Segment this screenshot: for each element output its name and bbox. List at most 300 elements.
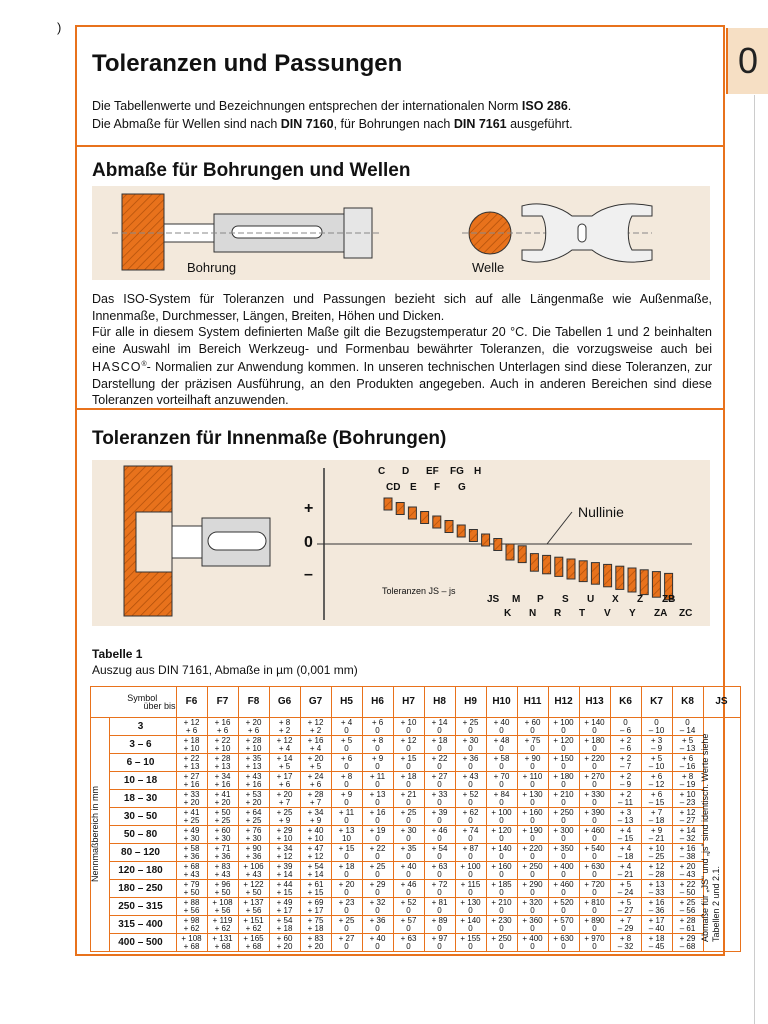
value-cell xyxy=(331,898,362,916)
value-cell xyxy=(207,826,238,844)
tolerance-letter: V xyxy=(604,608,611,619)
value-cell xyxy=(486,934,517,952)
lower-deviation: 0 xyxy=(561,905,566,915)
upper-deviation: + 350 xyxy=(553,843,574,853)
tolerance-letter: K xyxy=(504,608,512,619)
minus-sign: – xyxy=(304,566,313,583)
column-header: F8 xyxy=(238,687,269,718)
tolerance-zone-bar xyxy=(433,516,441,528)
lower-deviation: 0 xyxy=(344,887,349,897)
upper-deviation: + 30 xyxy=(400,825,417,835)
value-cell xyxy=(455,862,486,880)
lower-deviation: 0 xyxy=(468,887,473,897)
intro-line1-text: Die Tabellenwerte und Bezeichnungen entsprechen der internationalen Norm xyxy=(92,99,522,113)
value-cell xyxy=(362,934,393,952)
lower-deviation: – 36 xyxy=(648,905,665,915)
lower-deviation: 0 xyxy=(344,851,349,861)
upper-deviation: + 890 xyxy=(584,915,605,925)
lower-deviation: 0 xyxy=(468,833,473,843)
value-cell xyxy=(579,826,610,844)
lower-deviation: 0 xyxy=(468,869,473,879)
lower-deviation: + 10 xyxy=(276,833,293,843)
intro-line2-mid: , für Bohrungen nach xyxy=(333,117,454,131)
value-cell xyxy=(300,916,331,934)
upper-deviation: + 83 xyxy=(214,861,231,871)
value-cell xyxy=(300,826,331,844)
value-cell xyxy=(269,862,300,880)
upper-deviation: + 140 xyxy=(460,915,481,925)
value-cell xyxy=(207,772,238,790)
upper-deviation: + 44 xyxy=(276,879,293,889)
lower-deviation: – 68 xyxy=(679,941,696,951)
intro-text xyxy=(92,97,712,133)
upper-deviation: + 28 xyxy=(245,735,262,745)
tolerance-zone-bar xyxy=(579,561,587,582)
value-cell xyxy=(517,898,548,916)
upper-deviation: + 90 xyxy=(524,753,541,763)
lower-deviation: 0 xyxy=(592,851,597,861)
pin xyxy=(172,526,202,558)
value-cell xyxy=(517,772,548,790)
upper-deviation: + 17 xyxy=(648,915,665,925)
column-header: H6 xyxy=(362,687,393,718)
value-cell xyxy=(517,844,548,862)
value-cell xyxy=(517,808,548,826)
lower-deviation: 0 xyxy=(375,725,380,735)
upper-deviation: + 52 xyxy=(400,897,417,907)
upper-deviation: + 96 xyxy=(214,879,231,889)
tolerance-letter: X xyxy=(612,594,619,605)
upper-deviation: + 69 xyxy=(307,897,324,907)
upper-deviation: + 29 xyxy=(679,933,696,943)
column-header: K8 xyxy=(672,687,703,718)
upper-deviation: + 6 xyxy=(371,717,384,727)
value-cell xyxy=(455,916,486,934)
tolerance-letter: ZA xyxy=(654,608,668,619)
lower-deviation: 0 xyxy=(561,779,566,789)
upper-deviation: + 270 xyxy=(584,771,605,781)
upper-deviation: + 36 xyxy=(369,915,386,925)
column-header: H7 xyxy=(393,687,424,718)
upper-deviation: + 10 xyxy=(679,789,696,799)
upper-deviation: + 22 xyxy=(214,735,231,745)
value-cell xyxy=(517,736,548,754)
tolerance-letter: M xyxy=(512,594,521,605)
upper-deviation: + 160 xyxy=(522,807,543,817)
value-cell xyxy=(176,862,207,880)
upper-deviation: + 54 xyxy=(276,915,293,925)
tolerance-zone-bar xyxy=(469,530,477,542)
upper-deviation: + 115 xyxy=(460,879,481,889)
tolerance-letter: E xyxy=(410,482,417,493)
page-title: Toleranzen und Passungen xyxy=(92,50,403,77)
range-cell: 315 – 400 xyxy=(109,916,176,934)
lower-deviation: + 17 xyxy=(307,905,324,915)
column-header: JS xyxy=(703,687,740,718)
lower-deviation: 0 xyxy=(468,905,473,915)
upper-deviation: + 300 xyxy=(553,825,574,835)
tolerance-letter: S xyxy=(562,594,569,605)
lower-deviation: + 10 xyxy=(307,833,324,843)
upper-deviation: + 180 xyxy=(584,735,605,745)
upper-deviation: + 68 xyxy=(183,861,200,871)
column-header: H9 xyxy=(455,687,486,718)
tolerance-zone-bar xyxy=(555,557,563,576)
lower-deviation: 10 xyxy=(342,833,351,843)
lower-deviation: + 20 xyxy=(214,797,231,807)
upper-deviation: + 8 xyxy=(278,717,291,727)
column-header: H13 xyxy=(579,687,610,718)
lower-deviation: 0 xyxy=(499,761,504,771)
upper-deviation: + 25 xyxy=(276,807,293,817)
value-cell xyxy=(455,808,486,826)
lower-deviation: 0 xyxy=(561,815,566,825)
value-cell xyxy=(424,772,455,790)
upper-deviation: + 54 xyxy=(307,861,324,871)
lower-deviation: 0 xyxy=(561,833,566,843)
lower-deviation: – 61 xyxy=(679,923,696,933)
lower-deviation: + 6 xyxy=(185,725,198,735)
value-cell xyxy=(424,736,455,754)
nullinie-label: Nullinie xyxy=(578,504,624,520)
lower-deviation: 0 xyxy=(499,923,504,933)
upper-deviation: + 54 xyxy=(431,843,448,853)
upper-deviation: + 108 xyxy=(181,933,202,943)
lower-deviation: + 43 xyxy=(245,869,262,879)
lower-deviation: + 43 xyxy=(214,869,231,879)
lower-deviation: + 30 xyxy=(245,833,262,843)
lower-deviation: + 7 xyxy=(309,797,322,807)
value-cell xyxy=(579,880,610,898)
lower-deviation: + 36 xyxy=(245,851,262,861)
upper-deviation: + 137 xyxy=(243,897,264,907)
value-cell xyxy=(424,862,455,880)
lower-deviation: 0 xyxy=(499,833,504,843)
lower-deviation: – 38 xyxy=(679,851,696,861)
lower-deviation: + 62 xyxy=(183,923,200,933)
value-cell xyxy=(331,772,362,790)
upper-deviation: + 75 xyxy=(524,735,541,745)
upper-deviation: + 32 xyxy=(369,897,386,907)
upper-deviation: + 630 xyxy=(584,861,605,871)
upper-deviation: + 83 xyxy=(307,933,324,943)
lower-deviation: + 62 xyxy=(245,923,262,933)
value-cell xyxy=(424,718,455,736)
table-row xyxy=(91,880,741,898)
page-marker: ) xyxy=(57,20,62,35)
label-welle: Welle xyxy=(472,260,505,275)
upper-deviation: + 3 xyxy=(619,807,632,817)
upper-deviation: + 25 xyxy=(338,915,355,925)
upper-deviation: + 21 xyxy=(400,789,417,799)
upper-deviation: + 190 xyxy=(522,825,543,835)
range-cell: 250 – 315 xyxy=(109,898,176,916)
value-cell xyxy=(641,754,672,772)
lower-deviation: + 16 xyxy=(183,779,200,789)
lower-deviation: – 24 xyxy=(617,887,634,897)
upper-deviation: + 2 xyxy=(619,735,632,745)
divider xyxy=(77,145,723,147)
lower-deviation: + 36 xyxy=(214,851,231,861)
lower-deviation: 0 xyxy=(437,905,442,915)
symbol-label: Symbol xyxy=(127,693,158,703)
symbol-header xyxy=(109,687,176,718)
lower-deviation: 0 xyxy=(437,815,442,825)
lower-deviation: – 7 xyxy=(619,761,632,771)
value-cell xyxy=(176,898,207,916)
upper-deviation: + 29 xyxy=(276,825,293,835)
value-cell xyxy=(176,736,207,754)
upper-deviation: + 43 xyxy=(462,771,479,781)
lower-deviation: 0 xyxy=(437,761,442,771)
lower-deviation: 0 xyxy=(530,833,535,843)
column-header: H12 xyxy=(548,687,579,718)
lower-deviation: + 50 xyxy=(214,887,231,897)
upper-deviation: + 130 xyxy=(522,789,543,799)
value-cell xyxy=(393,826,424,844)
section2-title: Toleranzen für Innenmaße (Bohrungen) xyxy=(92,428,447,449)
value-cell xyxy=(207,898,238,916)
upper-deviation: + 39 xyxy=(431,807,448,817)
table-title: Tabelle 1 xyxy=(92,647,143,661)
upper-deviation: + 22 xyxy=(369,843,386,853)
upper-deviation: + 13 xyxy=(369,789,386,799)
value-cell xyxy=(424,880,455,898)
lower-deviation: 0 xyxy=(375,761,380,771)
upper-deviation: + 250 xyxy=(522,861,543,871)
lower-deviation: 0 xyxy=(344,743,349,753)
lower-deviation: + 68 xyxy=(245,941,262,951)
column-header: F7 xyxy=(207,687,238,718)
lower-deviation: – 10 xyxy=(648,761,665,771)
lower-deviation: + 12 xyxy=(307,851,324,861)
lower-deviation: 0 xyxy=(592,725,597,735)
lower-deviation: 0 xyxy=(592,761,597,771)
upper-deviation: + 520 xyxy=(553,897,574,907)
upper-deviation: + 97 xyxy=(431,933,448,943)
lower-deviation: 0 xyxy=(406,905,411,915)
lower-deviation: 0 xyxy=(530,761,535,771)
value-cell xyxy=(579,754,610,772)
value-cell xyxy=(176,916,207,934)
lower-deviation: 0 xyxy=(406,851,411,861)
table-row xyxy=(91,754,741,772)
lower-deviation: 0 xyxy=(344,779,349,789)
lower-deviation: 0 xyxy=(561,887,566,897)
lower-deviation: – 29 xyxy=(617,923,634,933)
lower-deviation: 0 xyxy=(592,743,597,753)
value-cell xyxy=(393,736,424,754)
value-cell xyxy=(579,808,610,826)
lower-deviation: 0 xyxy=(375,923,380,933)
value-cell xyxy=(393,754,424,772)
upper-deviation: + 140 xyxy=(491,843,512,853)
value-cell xyxy=(610,934,641,952)
lower-deviation: 0 xyxy=(375,743,380,753)
lower-deviation: + 20 xyxy=(183,797,200,807)
nullinie-pointer xyxy=(547,512,572,544)
value-cell xyxy=(393,934,424,952)
upper-deviation: + 120 xyxy=(491,825,512,835)
value-cell xyxy=(362,898,393,916)
value-cell xyxy=(517,718,548,736)
value-cell xyxy=(548,826,579,844)
value-cell xyxy=(238,790,269,808)
value-cell xyxy=(486,826,517,844)
lower-deviation: 0 xyxy=(375,833,380,843)
upper-deviation: + 35 xyxy=(400,843,417,853)
upper-deviation: + 19 xyxy=(369,825,386,835)
value-cell xyxy=(331,736,362,754)
upper-deviation: + 41 xyxy=(183,807,200,817)
lower-deviation: – 12 xyxy=(648,779,665,789)
table-row xyxy=(91,772,741,790)
lower-deviation: 0 xyxy=(437,941,442,951)
value-cell xyxy=(331,754,362,772)
value-cell xyxy=(424,808,455,826)
column-header: H8 xyxy=(424,687,455,718)
upper-deviation: + 720 xyxy=(584,879,605,889)
value-cell xyxy=(486,862,517,880)
upper-deviation: + 9 xyxy=(340,789,353,799)
upper-deviation: + 570 xyxy=(553,915,574,925)
value-cell xyxy=(269,880,300,898)
upper-deviation: + 9 xyxy=(371,753,384,763)
value-cell xyxy=(207,754,238,772)
upper-deviation: + 810 xyxy=(584,897,605,907)
upper-deviation: + 185 xyxy=(491,879,512,889)
upper-deviation: + 58 xyxy=(183,843,200,853)
value-cell xyxy=(300,934,331,952)
upper-deviation: + 34 xyxy=(214,771,231,781)
range-cell: 120 – 180 xyxy=(109,862,176,880)
lower-deviation: 0 xyxy=(375,797,380,807)
bottom-letters-row2 xyxy=(504,608,704,619)
value-cell xyxy=(362,862,393,880)
upper-deviation: + 52 xyxy=(462,789,479,799)
upper-deviation: + 16 xyxy=(214,717,231,727)
value-cell xyxy=(610,754,641,772)
paragraph-2a: Für alle in diesem System definierten Maße gilt die Bezugstemperatur 20 °C. Die Tabellen 1 und 2 beinhalten eine Auswahl im Bereich Werkzeug- und Formenbau bewährter Toleranzen, die vorzugsweise auch bei xyxy=(92,325,712,356)
upper-deviation: + 39 xyxy=(276,861,293,871)
value-cell xyxy=(486,736,517,754)
section-tab xyxy=(726,28,768,94)
gauge-illustration xyxy=(92,186,710,280)
value-cell xyxy=(207,790,238,808)
lower-deviation: 0 xyxy=(406,941,411,951)
value-cell xyxy=(548,934,579,952)
lower-deviation: 0 xyxy=(592,923,597,933)
upper-deviation: + 64 xyxy=(245,807,262,817)
tolerance-letter: D xyxy=(402,466,410,477)
upper-deviation: + 290 xyxy=(522,879,543,889)
upper-deviation: + 43 xyxy=(245,771,262,781)
upper-deviation: + 90 xyxy=(245,843,262,853)
lower-deviation: 0 xyxy=(561,725,566,735)
value-cell xyxy=(238,736,269,754)
value-cell xyxy=(393,772,424,790)
value-cell xyxy=(548,718,579,736)
lower-deviation: + 7 xyxy=(278,797,291,807)
upper-deviation: + 3 xyxy=(650,735,663,745)
value-cell xyxy=(424,898,455,916)
tolerance-letter: U xyxy=(587,594,595,605)
value-cell xyxy=(548,790,579,808)
upper-deviation: + 16 xyxy=(307,735,324,745)
lower-deviation: 0 xyxy=(468,941,473,951)
upper-deviation: + 20 xyxy=(307,753,324,763)
lower-deviation: 0 xyxy=(468,761,473,771)
value-cell xyxy=(641,934,672,952)
value-cell xyxy=(610,808,641,826)
lower-deviation: 0 xyxy=(468,815,473,825)
bottom-letters-row1 xyxy=(487,594,687,605)
value-cell xyxy=(238,718,269,736)
upper-deviation: + 5 xyxy=(650,753,663,763)
lower-deviation: 0 xyxy=(561,869,566,879)
lower-deviation: 0 xyxy=(530,923,535,933)
lower-deviation: 0 xyxy=(592,905,597,915)
value-cell xyxy=(362,826,393,844)
value-cell xyxy=(393,844,424,862)
range-cell: 400 – 500 xyxy=(109,934,176,952)
value-cell xyxy=(641,898,672,916)
value-cell xyxy=(331,808,362,826)
value-cell xyxy=(238,754,269,772)
lower-deviation: 0 xyxy=(375,851,380,861)
value-cell xyxy=(331,880,362,898)
upper-deviation: + 25 xyxy=(462,717,479,727)
value-cell xyxy=(269,790,300,808)
lower-deviation: + 6 xyxy=(309,779,322,789)
upper-deviation: + 98 xyxy=(183,915,200,925)
upper-deviation: + 100 xyxy=(553,717,574,727)
lower-deviation: + 25 xyxy=(214,815,231,825)
intro-din-7161: DIN 7161 xyxy=(453,117,507,131)
upper-deviation: + 8 xyxy=(371,735,384,745)
snap-gauge xyxy=(522,204,652,262)
value-cell xyxy=(331,862,362,880)
value-cell xyxy=(579,898,610,916)
lower-deviation: 0 xyxy=(406,761,411,771)
upper-deviation: + 165 xyxy=(243,933,264,943)
lower-deviation: 0 xyxy=(468,743,473,753)
lower-deviation: + 9 xyxy=(278,815,291,825)
range-label: über bis xyxy=(143,701,176,711)
lower-deviation: – 43 xyxy=(679,869,696,879)
lower-deviation: + 50 xyxy=(245,887,262,897)
lower-deviation: 0 xyxy=(561,797,566,807)
lower-deviation: 0 xyxy=(499,815,504,825)
lower-deviation: 0 xyxy=(406,797,411,807)
lower-deviation: 0 xyxy=(375,815,380,825)
lower-deviation: – 15 xyxy=(648,797,665,807)
value-cell xyxy=(517,934,548,952)
upper-deviation: + 25 xyxy=(679,897,696,907)
zero-sign: 0 xyxy=(304,534,313,551)
tolerance-letter: T xyxy=(579,608,586,619)
lower-deviation: 0 xyxy=(437,779,442,789)
plug-gauge-slot xyxy=(232,226,322,238)
lower-deviation: 0 xyxy=(437,797,442,807)
upper-deviation: + 540 xyxy=(584,843,605,853)
upper-deviation: + 46 xyxy=(431,825,448,835)
value-cell xyxy=(238,898,269,916)
upper-deviation: + 5 xyxy=(681,735,694,745)
intro-line2-end: ausgeführt. xyxy=(506,117,573,131)
value-cell xyxy=(517,862,548,880)
lower-deviation: + 6 xyxy=(216,725,229,735)
